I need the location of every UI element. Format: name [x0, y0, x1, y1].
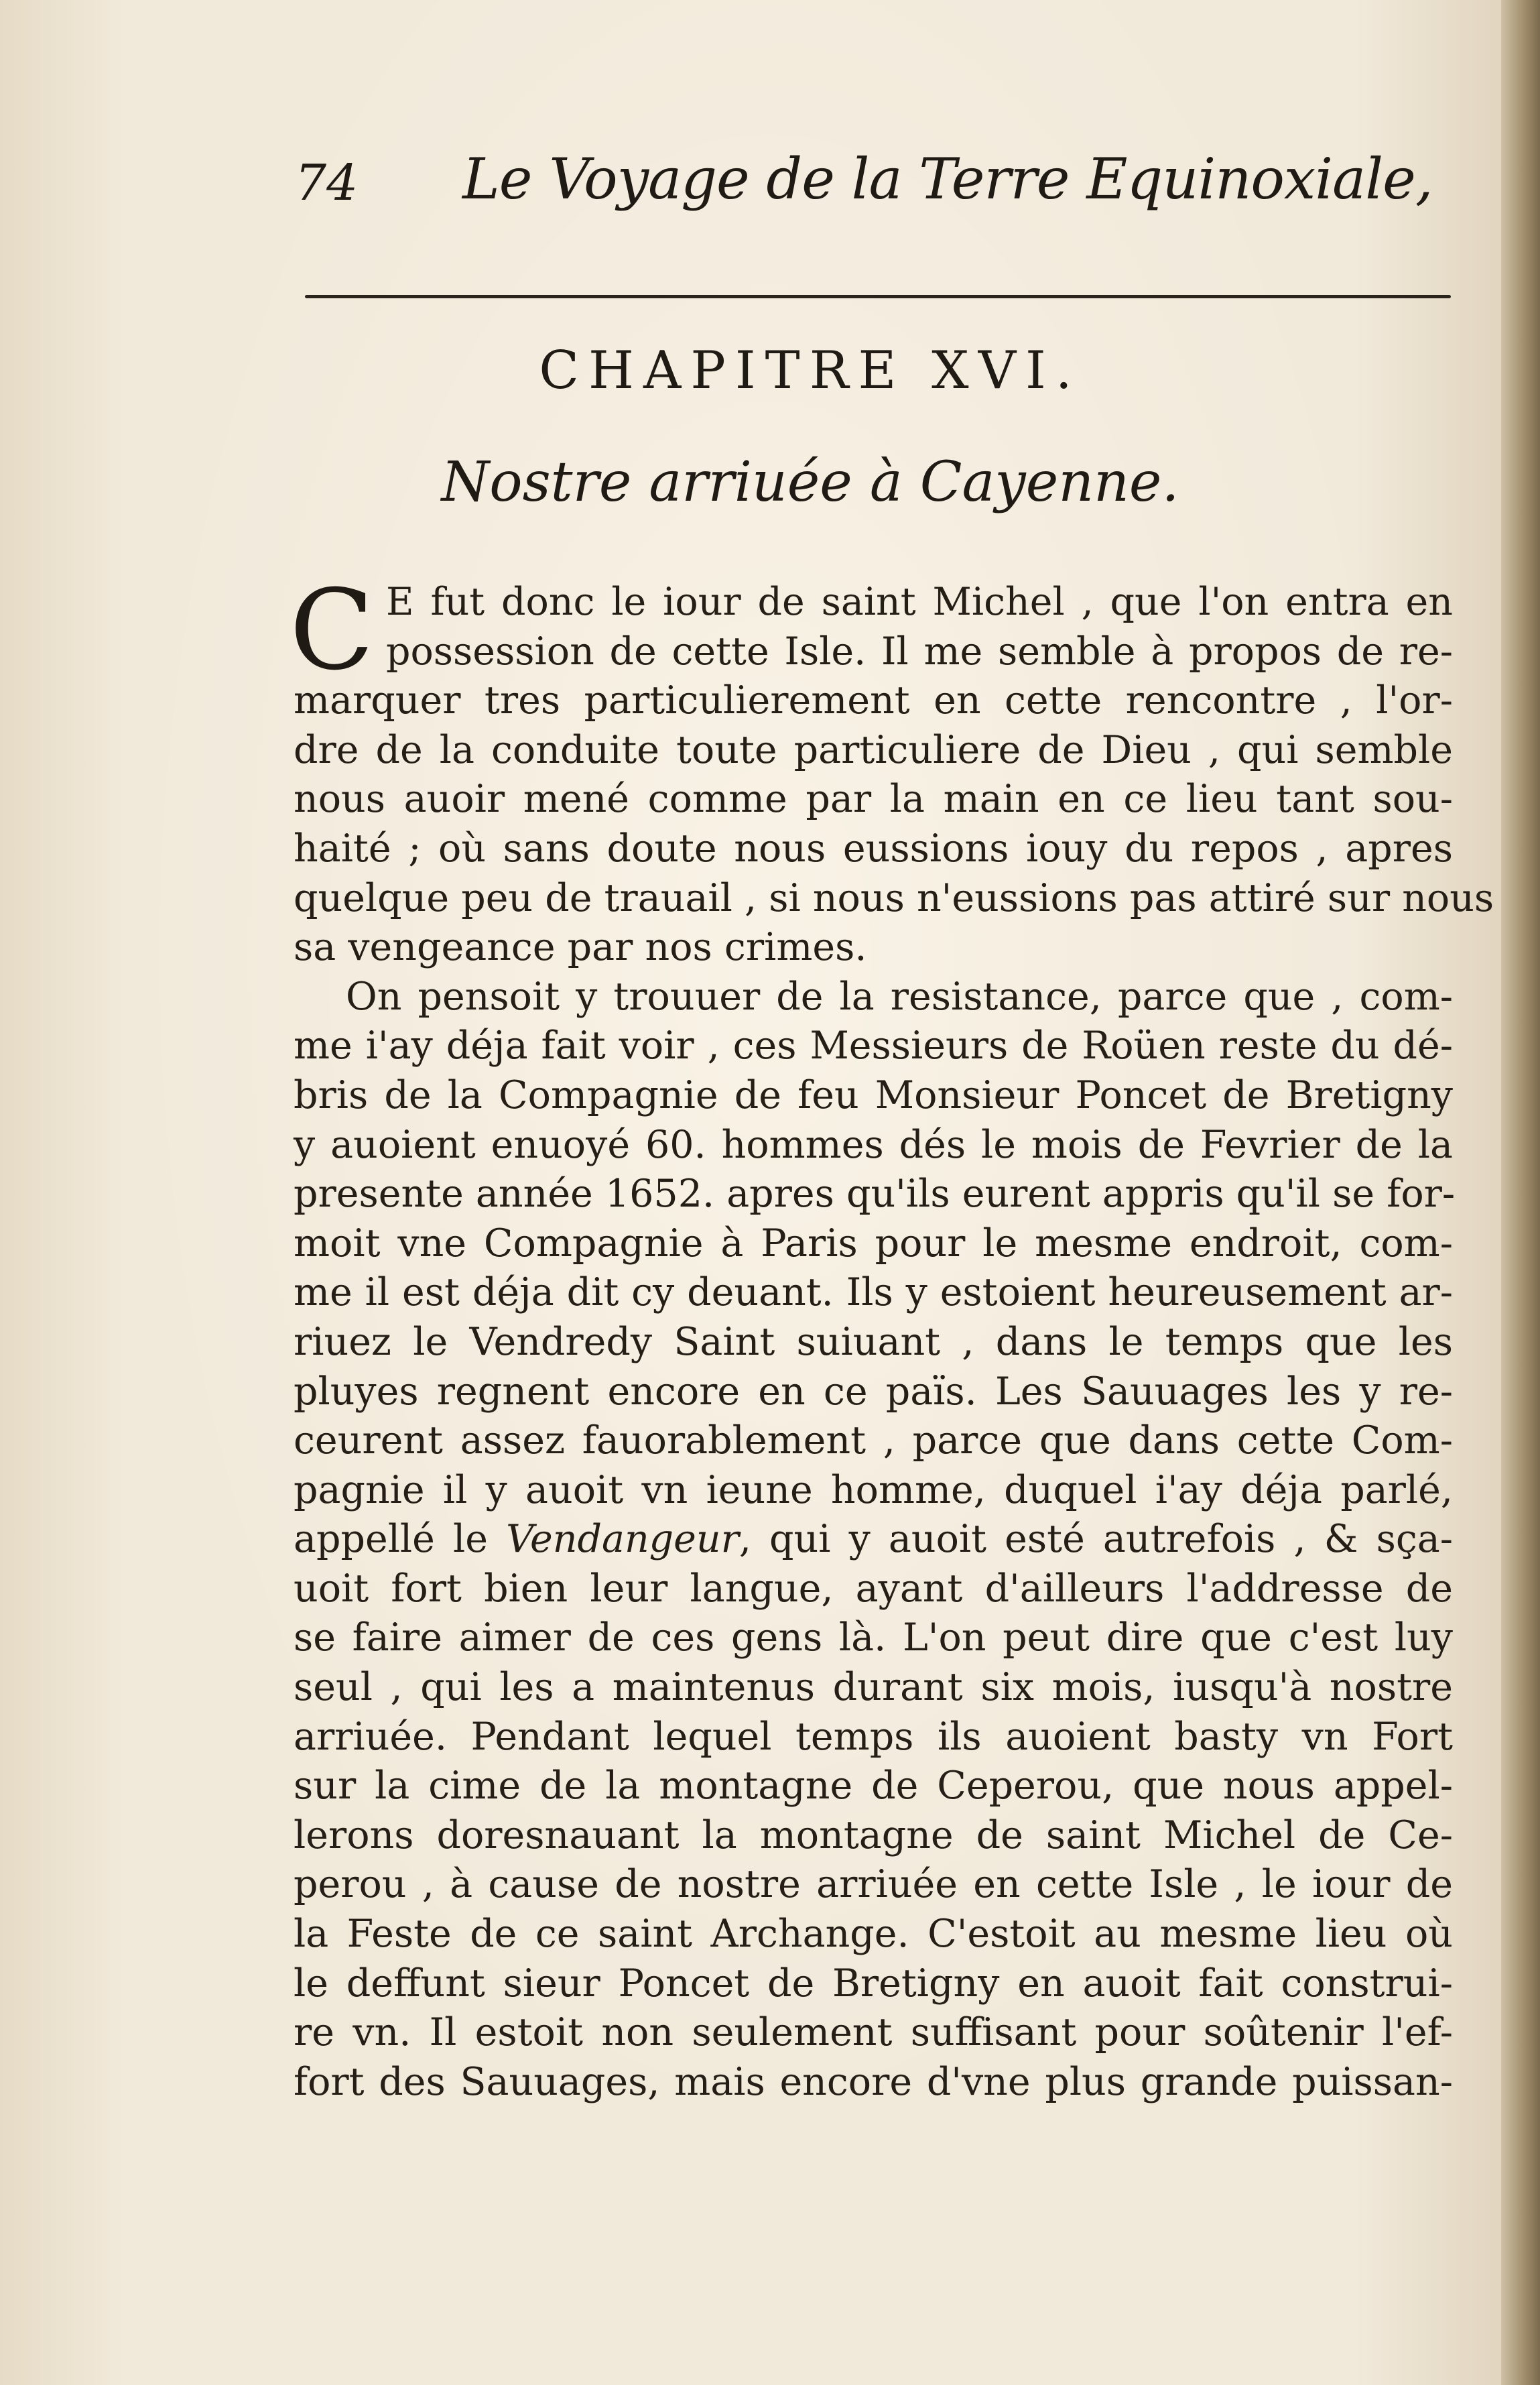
- text-segment: , qui y auoit esté autrefois , & sça-: [739, 1517, 1454, 1562]
- running-title: Le Voyage de la Terre Equinoxiale,: [462, 146, 1433, 212]
- text-line: On pensoit y trouuer de la resistance, parce que , com-: [346, 974, 1453, 1019]
- text-line: riuez le Vendredy Saint suiuant , dans le temps que les: [294, 1319, 1453, 1364]
- text-line: marquer tres particulierement en cette rencontre , l'or-: [294, 678, 1453, 723]
- text-line: arriuée. Pendant lequel temps ils auoient basty vn Fort: [294, 1714, 1453, 1759]
- text-line: me il est déja dit cy deuant. Ils y estoient heureusement ar-: [294, 1270, 1453, 1315]
- text-segment: appellé le: [294, 1517, 488, 1562]
- text-line: se faire aimer de ces gens là. L'on peut dire que c'est luy: [294, 1615, 1453, 1660]
- text-line: dre de la conduite toute particuliere de Dieu , qui semble: [294, 727, 1453, 772]
- text-line: quelque peu de trauail , si nous n'eussions pas attiré sur nous: [294, 875, 1494, 920]
- running-head: [295, 134, 1433, 228]
- text-line: le deffunt sieur Poncet de Bretigny en auoit fait construi-: [294, 1961, 1453, 2006]
- text-line: nous auoir mené comme par la main en ce lieu tant sou-: [294, 777, 1453, 822]
- text-line: ceurent assez fauorablement , parce que dans cette Com-: [294, 1418, 1453, 1463]
- text-line: seul , qui les a maintenus durant six mois, iusqu'à nostre: [294, 1665, 1453, 1710]
- text-line: presente année 1652. apres qu'ils eurent appris qu'il se for-: [294, 1172, 1456, 1217]
- text-line: bris de la Compagnie de feu Monsieur Poncet de Bretigny: [294, 1073, 1453, 1117]
- chapter-subtitle: Nostre arriuée à Cayenne.: [441, 450, 1179, 514]
- text-line: [294, 1515, 1453, 1565]
- italic-name: Vendangeur: [506, 1517, 739, 1562]
- text-line: E fut donc le iour de saint Michel , que l'on entra en: [386, 580, 1453, 624]
- text-line: sur la cime de la montagne de Ceperou, que nous appel-: [294, 1764, 1453, 1809]
- chapter-heading: CHAPITRE XVI.: [539, 341, 1082, 401]
- header-rule: [305, 295, 1451, 298]
- drop-cap: C: [290, 566, 375, 694]
- text-line: pagnie il y auoit vn ieune homme, duquel i'ay déja parlé,: [294, 1467, 1453, 1512]
- text-line: haité ; où sans doute nous eussions iouy du repos , apres: [294, 826, 1453, 871]
- page-number: 74: [295, 154, 359, 212]
- text-line: me i'ay déja fait voir , ces Messieurs de Roüen reste du dé-: [294, 1024, 1453, 1068]
- body-text: [290, 566, 1494, 2107]
- text-line: lerons doresnauant la montagne de saint Michel de Ce-: [294, 1813, 1453, 1857]
- text-line: la Feste de ce saint Archange. C'estoit au mesme lieu où: [294, 1912, 1453, 1957]
- text-line: pluyes regnent encore en ce païs. Les Sauuages les y re-: [294, 1369, 1453, 1414]
- text-line: fort des Sauuages, mais encore d'vne plus grande puissan-: [294, 2059, 1453, 2104]
- text-line: uoit fort bien leur langue, ayant d'ailleurs l'addresse de: [294, 1566, 1453, 1611]
- text-line: y auoient enuoyé 60. hommes dés le mois de Fevrier de la: [294, 1122, 1453, 1167]
- text-line: re vn. Il estoit non seulement suffisant pour soûtenir l'ef-: [294, 2010, 1453, 2055]
- text-line: moit vne Compagnie à Paris pour le mesme endroit, com-: [294, 1221, 1453, 1266]
- text-line: perou , à cause de nostre arriuée en cette Isle , le iour de: [294, 1862, 1453, 1907]
- text-line: possession de cette Isle. Il me semble à propos de re-: [386, 629, 1453, 674]
- text-line: sa vengeance par nos crimes.: [294, 925, 867, 970]
